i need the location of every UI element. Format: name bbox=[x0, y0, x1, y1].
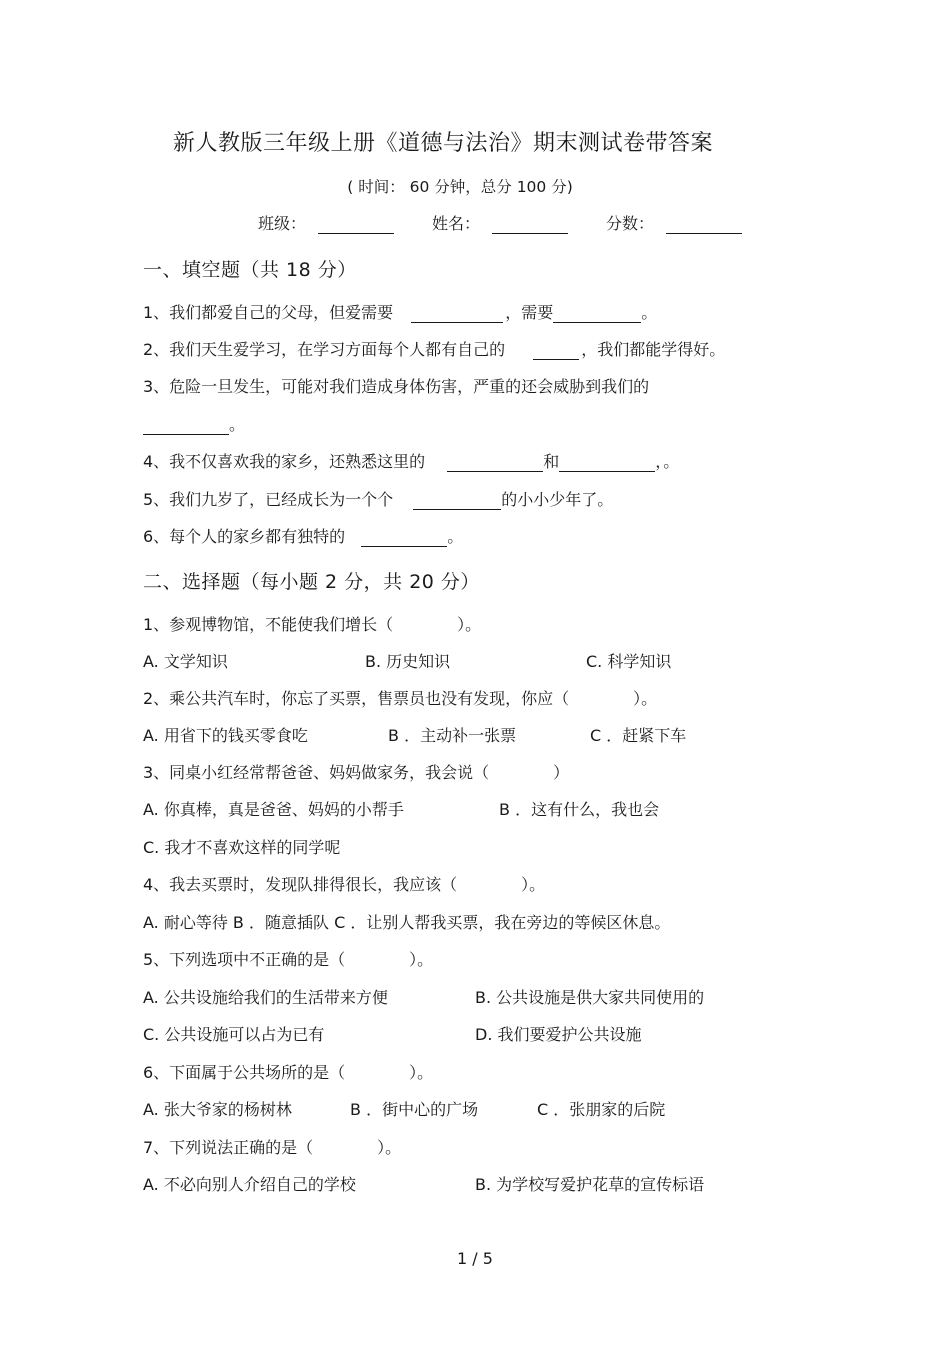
q6-text-a: 6、每个人的家乡都有独特的 bbox=[143, 527, 346, 546]
q5-option-a[interactable]: A. 公共设施给我们的生活带来方便 bbox=[143, 988, 388, 1007]
q4-text-b: 和 bbox=[543, 452, 560, 471]
q3-text-b: 。 bbox=[229, 415, 246, 434]
score-label: 分数： bbox=[606, 214, 655, 233]
name-label: 姓名： bbox=[432, 214, 481, 233]
choice-options-5 bbox=[143, 985, 704, 1008]
choice-options-3 bbox=[143, 797, 659, 820]
choice-options-1 bbox=[143, 649, 671, 672]
fill-question-4 bbox=[143, 449, 679, 472]
exam-time-info: ( 时间： 60 分钟，总分 100 分) bbox=[347, 178, 573, 196]
q7-option-b[interactable]: B. 为学校写爱护花草的宣传标语 bbox=[475, 1175, 705, 1194]
q4-blank-2[interactable] bbox=[559, 453, 655, 472]
q4-text-c: ，。 bbox=[655, 452, 680, 471]
name-field bbox=[432, 211, 568, 234]
q6-option-b[interactable]: B ．街中心的广场 bbox=[350, 1100, 479, 1119]
class-field bbox=[258, 211, 394, 234]
q5-text-a: 5、我们九岁了，已经成长为一个个 bbox=[143, 490, 394, 509]
class-label: 班级： bbox=[258, 214, 307, 233]
fill-question-5 bbox=[143, 487, 613, 510]
q2-blank-1[interactable] bbox=[533, 341, 579, 360]
q1-option-b[interactable]: B. 历史知识 bbox=[365, 652, 451, 671]
q1-option-c[interactable]: C. 科学知识 bbox=[586, 652, 672, 671]
q1-text-b: ，需要 bbox=[505, 303, 554, 322]
q5-blank-1[interactable] bbox=[413, 491, 501, 510]
fill-question-2 bbox=[143, 337, 725, 360]
q7-option-a[interactable]: A. 不必向别人介绍自己的学校 bbox=[143, 1175, 356, 1194]
score-field bbox=[606, 211, 742, 234]
q1-text-a: 1、我们都爱自己的父母，但爱需要 bbox=[143, 303, 394, 322]
choice-question-5: 5、下列选项中不正确的是（ ）。 bbox=[143, 950, 434, 969]
q6-option-c[interactable]: C ．张朋家的后院 bbox=[537, 1100, 666, 1119]
q2-text-a2: 2、我们天生爱学习，在学习方面每个人都有自己的 bbox=[143, 340, 506, 359]
q5-option-b[interactable]: B. 公共设施是供大家共同使用的 bbox=[475, 988, 705, 1007]
section-choice-title: 二、选择题（每小题 2 分，共 20 分） bbox=[143, 571, 480, 593]
choice-question-7: 7、下列说法正确的是（ ）。 bbox=[143, 1138, 402, 1157]
page-number: 1 / 5 bbox=[457, 1249, 493, 1268]
q6-blank-1[interactable] bbox=[361, 528, 447, 547]
q1-blank-1[interactable] bbox=[411, 304, 503, 323]
q3-option-b[interactable]: B ．这有什么，我也会 bbox=[499, 800, 660, 819]
q2-text-b: ，我们都能学得好。 bbox=[581, 340, 726, 359]
q3-blank-1[interactable] bbox=[143, 416, 229, 435]
q2-option-c[interactable]: C ．赶紧下车 bbox=[590, 726, 687, 745]
choice-question-6: 6、下面属于公共场所的是（ ）。 bbox=[143, 1063, 434, 1082]
q4-options[interactable]: A. 耐心等待 B ．随意插队 C ．让别人帮我买票，我在旁边的等候区休息。 bbox=[143, 913, 671, 932]
name-blank[interactable] bbox=[492, 215, 568, 234]
q6-option-a[interactable]: A. 张大爷家的杨树林 bbox=[143, 1100, 292, 1119]
section-fill-in-title: 一、填空题（共 18 分） bbox=[143, 259, 357, 281]
choice-question-1: 1、参观博物馆，不能使我们增长（ ）。 bbox=[143, 615, 482, 634]
q3-text-a: 3、危险一旦发生，可能对我们造成身体伤害，严重的还会威胁到我们的 bbox=[143, 377, 650, 396]
q3-option-a[interactable]: A. 你真棒，真是爸爸、妈妈的小帮手 bbox=[143, 800, 404, 819]
q4-blank-1[interactable] bbox=[447, 453, 543, 472]
fill-question-6 bbox=[143, 524, 463, 547]
q6-text-b: 。 bbox=[447, 527, 464, 546]
q1-option-a[interactable]: A. 文学知识 bbox=[143, 652, 228, 671]
choice-options-5-cont bbox=[143, 1022, 642, 1045]
choice-question-3: 3、同桌小红经常帮爸爸、妈妈做家务，我会说（ ） bbox=[143, 763, 570, 782]
q1-text-c: 。 bbox=[641, 303, 658, 322]
q2-option-b[interactable]: B ．主动补一张票 bbox=[388, 726, 517, 745]
q5-option-c[interactable]: C. 公共设施可以占为已有 bbox=[143, 1025, 325, 1044]
q5-text-b: 的小小少年了。 bbox=[501, 490, 614, 509]
q5-option-d[interactable]: D. 我们要爱护公共设施 bbox=[475, 1025, 642, 1044]
fill-question-1 bbox=[143, 300, 657, 323]
choice-options-4 bbox=[143, 910, 670, 933]
fill-question-3-cont bbox=[143, 412, 245, 435]
class-blank[interactable] bbox=[318, 215, 394, 234]
choice-options-3-cont bbox=[143, 835, 340, 858]
choice-options-6 bbox=[143, 1097, 665, 1120]
choice-options-2 bbox=[143, 723, 686, 746]
q2-option-a[interactable]: A. 用省下的钱买零食吃 bbox=[143, 726, 308, 745]
student-info-row bbox=[258, 211, 742, 234]
q1-blank-2[interactable] bbox=[553, 304, 641, 323]
fill-question-3 bbox=[143, 374, 649, 397]
score-blank[interactable] bbox=[666, 215, 742, 234]
q4-text-a: 4、我不仅喜欢我的家乡，还熟悉这里的 bbox=[143, 452, 426, 471]
page-title: 新人教版三年级上册《道德与法治》期末测试卷带答案 bbox=[172, 131, 713, 156]
choice-options-7 bbox=[143, 1172, 704, 1195]
choice-question-4: 4、我去买票时，发现队排得很长，我应该（ ）。 bbox=[143, 875, 546, 894]
choice-question-2: 2、乘公共汽车时，你忘了买票，售票员也没有发现，你应（ ）。 bbox=[143, 689, 658, 708]
q3-option-c[interactable]: C. 我才不喜欢这样的同学呢 bbox=[143, 838, 341, 857]
